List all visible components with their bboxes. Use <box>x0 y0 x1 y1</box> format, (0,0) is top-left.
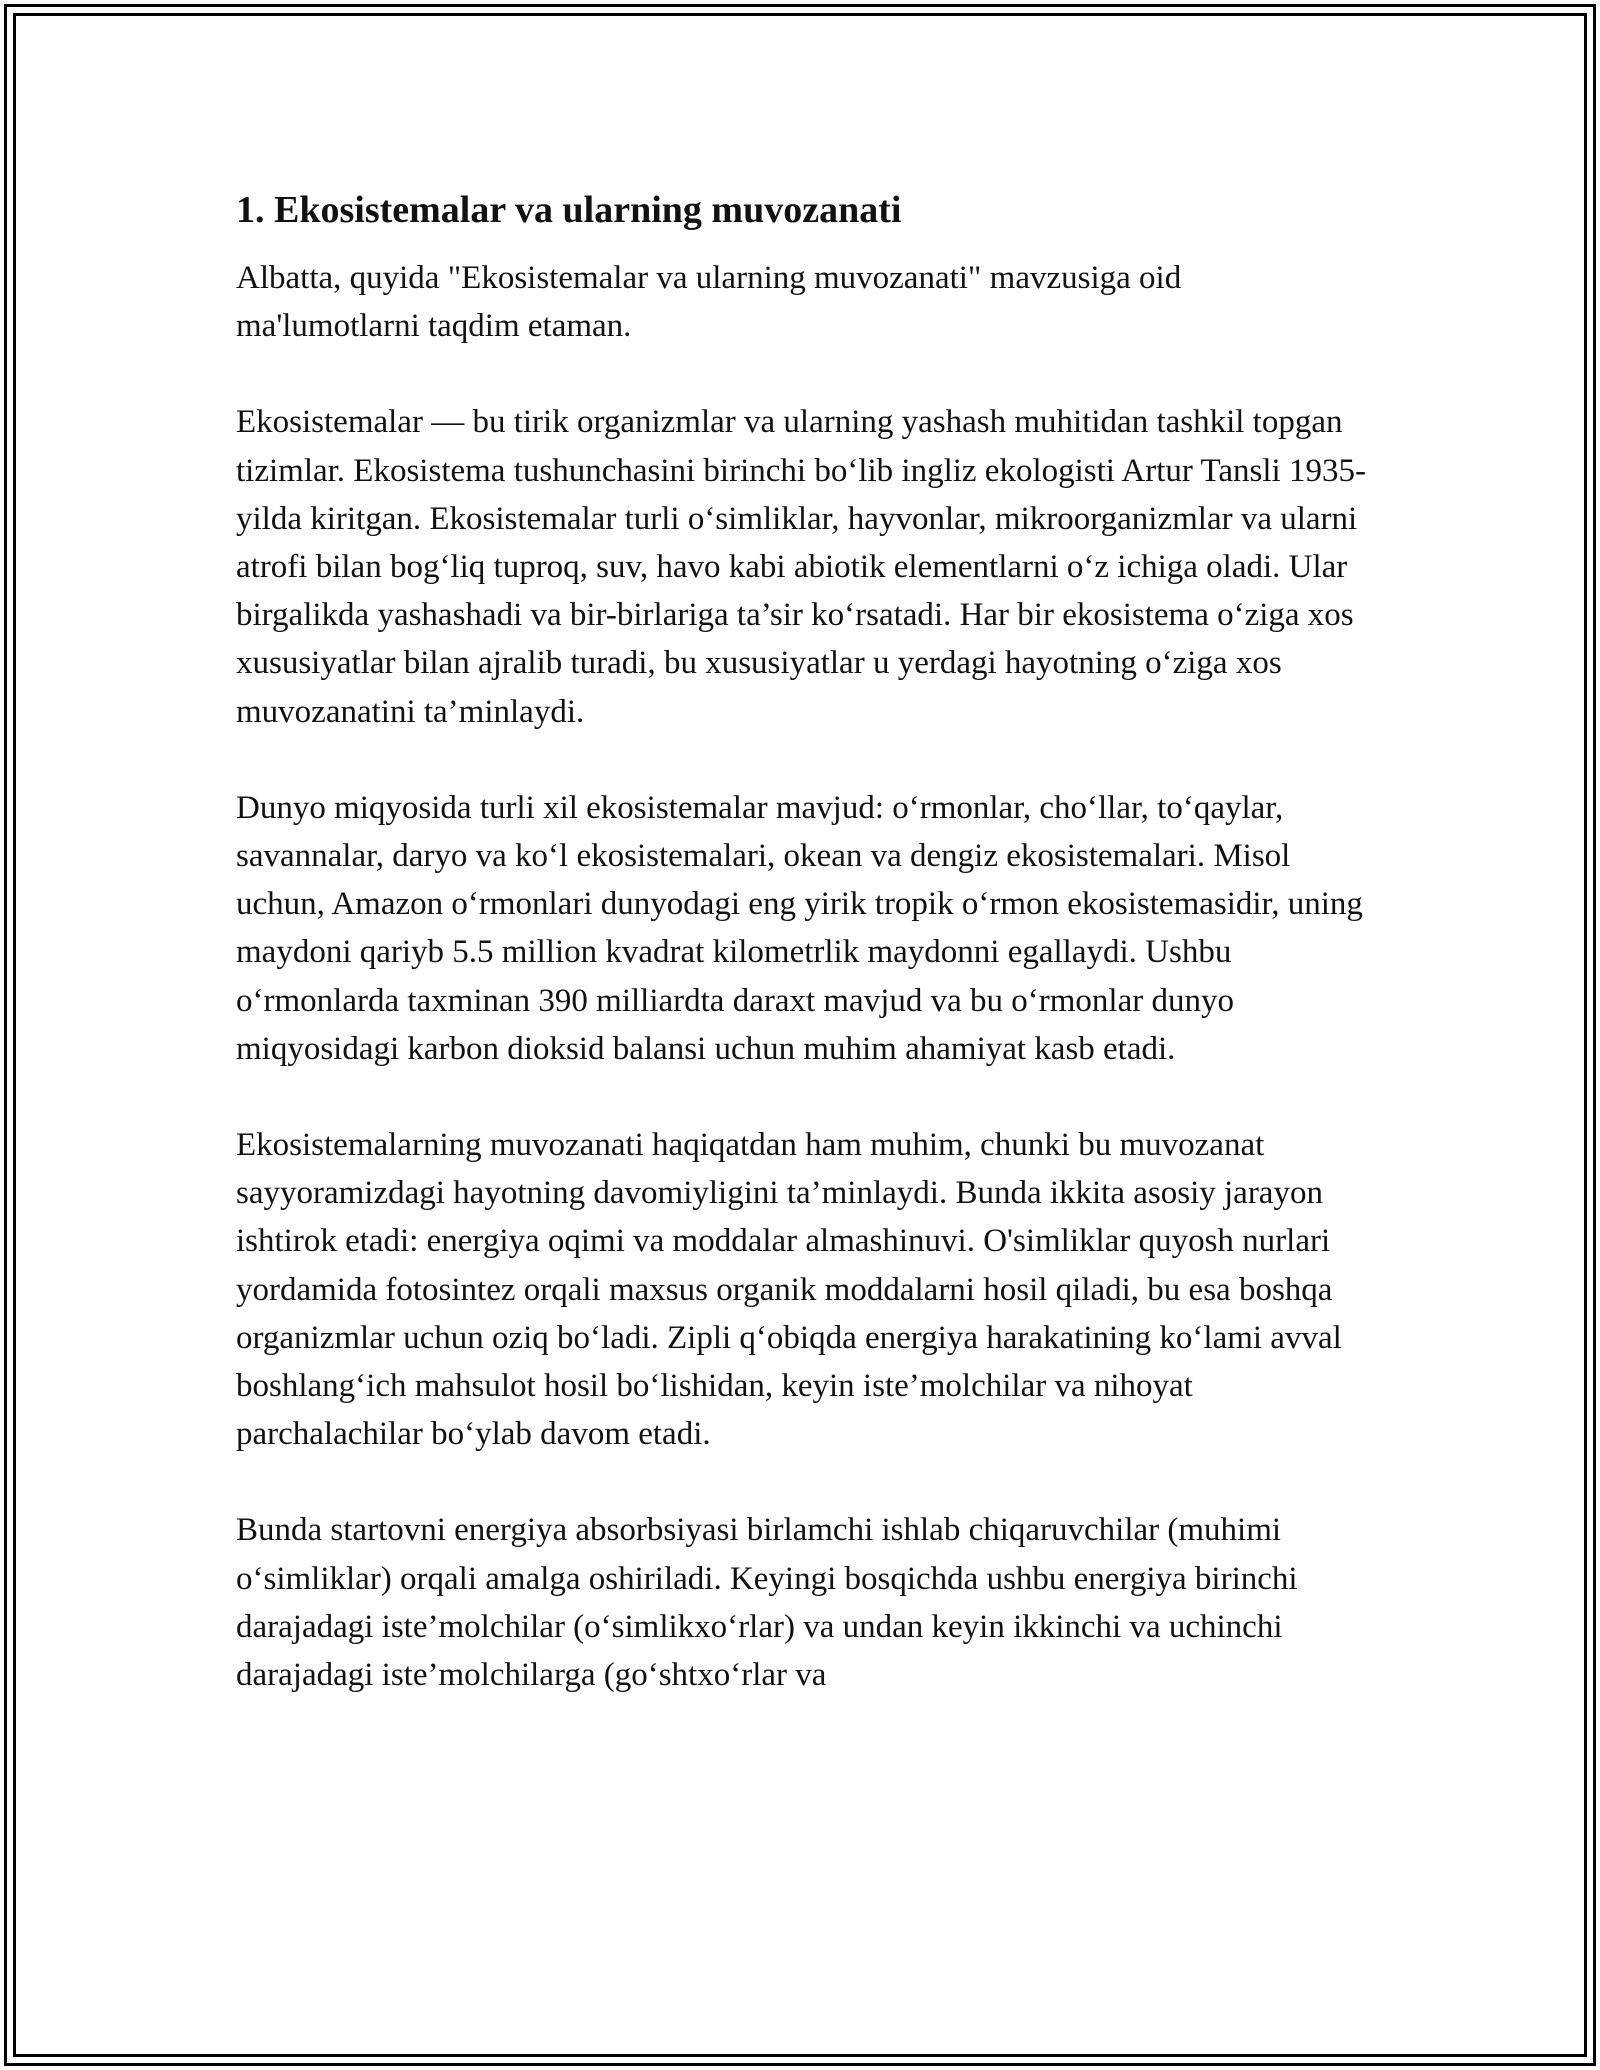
paragraph-energy-flow: Bunda startovni energiya absorbsiyasi birlamchi ishlab chiqaruvchilar (muhimi oʻsimliklar) orqali amalga oshiriladi. Keyingi bosqichda ushbu energiya birinchi darajadagi iste’molchilar (oʻsimlikxoʻrlar) va undan keyin ikkinchi va uchinchi darajadagi iste’molchilarga (goʻshtxoʻrlar va <box>236 1512 1298 1694</box>
paragraph-world-ecosystems: Dunyo miqyosida turli xil ekosistemalar mavjud: oʻrmonlar, choʻllar, toʻqaylar, savannalar, daryo va koʻl ekosistemalari, okean va dengiz ekosistemalari. Misol uchun, Amazon oʻrmonlari dunyodagi eng yirik tropik oʻrmon ekosistemasidir, uning maydoni qariyb 5.5 million kvadrat kilometrlik maydonni egallaydi. Ushbu oʻrmonlarda taxminan 390 milliardta daraxt mavjud va bu oʻrmonlar dunyo miqyosidagi karbon dioksid balansi uchun muhim ahamiyat kasb etadi. <box>236 789 1363 1067</box>
section-heading: 1. Ekosistemalar va ularning muvozanati <box>236 189 902 231</box>
paragraph-intro: Albatta, quyida "Ekosistemalar va ularning muvozanati" mavzusiga oid ma'lumotlarni taqdim etaman. <box>236 260 1182 345</box>
paragraph-definition: Ekosistemalar — bu tirik organizmlar va ularning yashash muhitidan tashkil topgan tizimlar. Ekosistema tushunchasini birinchi boʻlib ingliz ekologisti Artur Tansli 1935-yilda kiritgan. Ekosistemalar turli oʻsimliklar, hayvonlar, mikroorganizmlar va ularni atrofi bilan bogʻliq tuproq, suv, havo kabi abiotik elementlarni oʻz ichiga oladi. Ular birgalikda yashashadi va bir-birlariga ta’sir koʻrsatadi. Har bir ekosistema oʻziga xos xususiyatlar bilan ajralib turadi, bu xususiyatlar u yerdagi hayotning oʻziga xos muvozanatini ta’minlaydi. <box>236 404 1366 730</box>
paragraph-balance: Ekosistemalarning muvozanati haqiqatdan ham muhim, chunki bu muvozanat sayyoramizdagi hayotning davomiyligini ta’minlaydi. Bunda ikkita asosiy jarayon ishtirok etadi: energiya oqimi va moddalar almashinuvi. O'simliklar quyosh nurlari yordamida fotosintez orqali maxsus organik moddalarni hosil qiladi, bu esa boshqa organizmlar uchun oziq boʻladi. Zipli qʻobiqda energiya harakatining koʻlami avval boshlangʻich mahsulot hosil boʻlishidan, keyin iste’molchilar va nihoyat parchalachilar boʻylab davom etadi. <box>236 1127 1342 1453</box>
document-body <box>236 186 1366 1747</box>
